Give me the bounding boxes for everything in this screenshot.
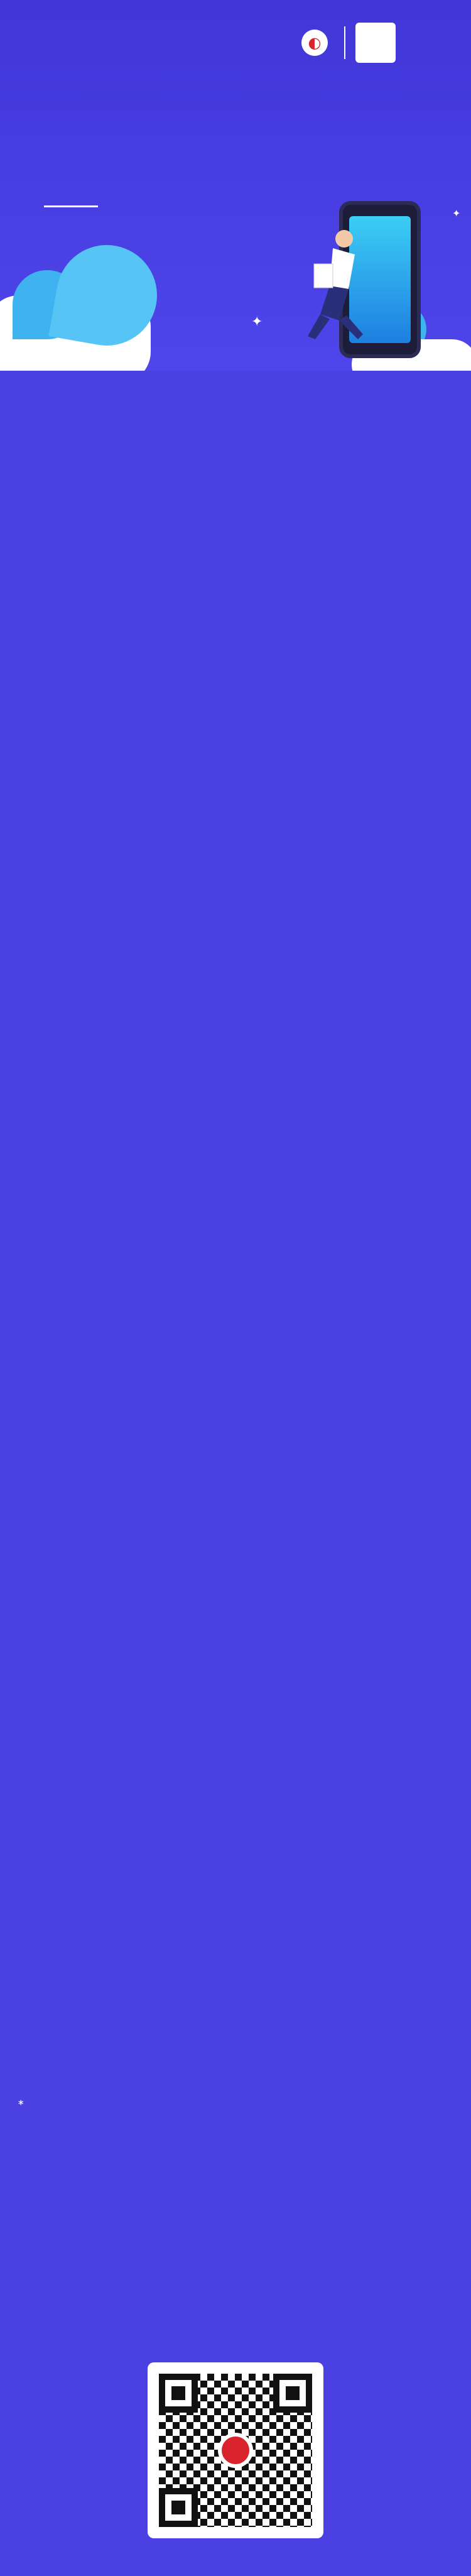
sparkle-icon: ✦	[452, 207, 461, 219]
page-subtitle	[44, 195, 103, 217]
qr-code	[148, 2362, 323, 2538]
person-illustration	[295, 220, 371, 346]
hero-banner	[0, 0, 471, 371]
brand-logo	[301, 23, 396, 63]
notes-section	[16, 2092, 455, 2095]
qr-logo-icon	[218, 2433, 253, 2468]
sparkle-icon: ✦	[251, 314, 263, 330]
brand-mark-icon: ◐	[301, 30, 328, 56]
anniversary-badge	[355, 23, 396, 63]
